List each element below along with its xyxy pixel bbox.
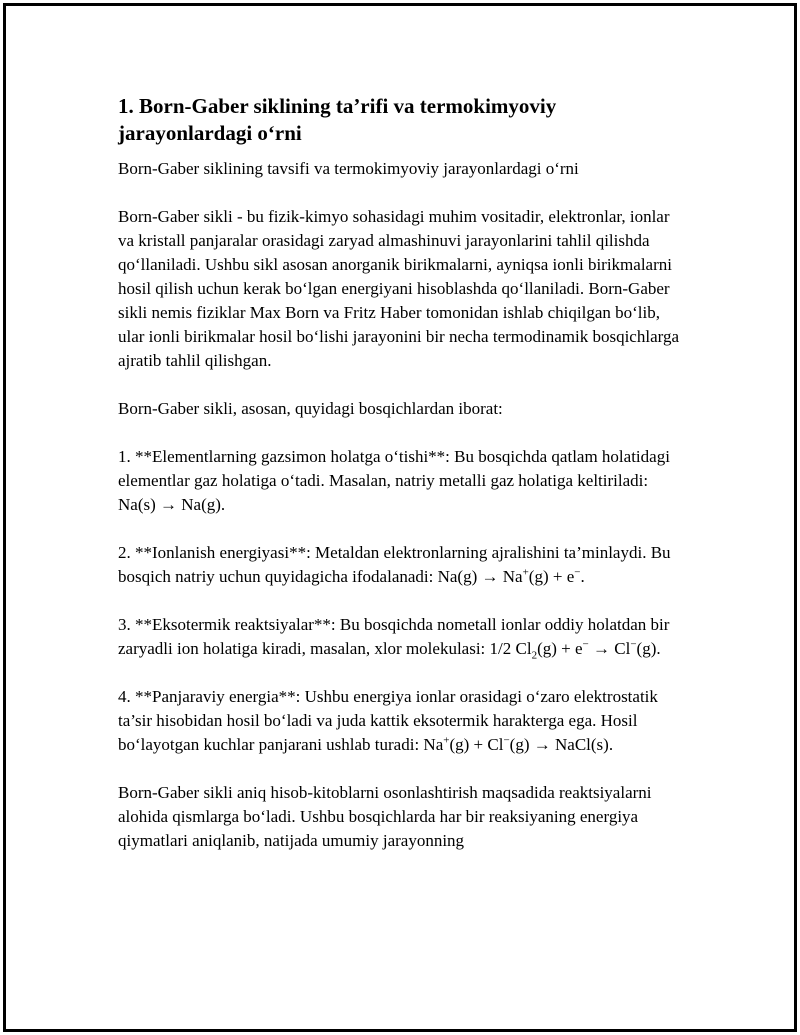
step-3-superscript: − (582, 638, 589, 651)
step-2-paragraph (118, 541, 688, 589)
step-4-paragraph (118, 685, 688, 757)
closing-paragraph: Born-Gaber sikli aniq hisob-kitoblarni osonlashtirish maqsadida reaktsiyalarni alohida qismlarga bo‘ladi. Ushbu bosqichlarda har bir reaksiyaning energiya qiymatlari aniqlanib, natijada umumiy jarayonning (118, 783, 652, 850)
step-3-superscript-2: − (630, 638, 637, 651)
step-4-superscript-2: − (503, 734, 510, 747)
step-2-tail: . (580, 567, 585, 586)
step-3-paragraph (118, 613, 688, 661)
step-4-mid: (g) + Cl (449, 735, 504, 754)
step-4-text: 4. **Panjaraviy energia**: Ushbu energiya ionlar orasidagi o‘zaro elektrostatik ta’sir hisobidan hosil bo‘ladi va juda kattik eksotermik harakterga ega. Hosil bo‘layotgan kuchlar panjarani ushlab turadi: Na (118, 687, 658, 754)
step-3-mid: (g) + e (537, 639, 583, 658)
step-4-superscript: + (443, 734, 450, 747)
steps-intro-paragraph: Born-Gaber sikli, asosan, quyidagi bosqichlardan iborat: (118, 399, 503, 418)
step-2-text: 2. **Ionlanish energiyasi**: Metaldan elektronlarning ajralishini ta’minlaydi. Bu bosqich natriy uchun quyidagicha ifodalanadi: Na(g) → Na (118, 543, 671, 586)
step-2-superscript-2: − (574, 566, 581, 579)
document-body (118, 93, 688, 877)
subtitle-paragraph: Born-Gaber siklining tavsifi va termokimyoviy jarayonlardagi o‘rni (118, 159, 579, 178)
step-3-text: 3. **Eksotermik reaktsiyalar**: Bu bosqichda nometall ionlar oddiy holatdan bir zaryadli ion holatiga kiradi, masalan, xlor molekulasi: 1/2 Cl (118, 615, 670, 658)
page-title: 1. Born-Gaber siklining ta’rifi va termokimyoviy jarayonlardagi o‘rni (118, 94, 557, 145)
step-3-arrow: → Cl (588, 639, 631, 658)
intro-paragraph: Born-Gaber sikli - bu fizik-kimyo sohasidagi muhim vositadir, elektronlar, ionlar va kristall panjaralar orasidagi zaryad almashinuvi jarayonlarini tahlil qilishda qo‘llaniladi. Ushbu sikl asosan anorganik birikmalarni, ayniqsa ionli birikmalarni hosil qilish uchun kerak bo‘lgan energiyani hisoblashda qo‘llaniladi. Born-Gaber sikli nemis fiziklar Max Born va Fritz Haber tomonidan ishlab chiqilgan bo‘lib, ular ionli birikmalar hosil bo‘lishi jarayonini bir necha termodinamik bosqichlarga ajratib tahlil qilishgan. (118, 207, 680, 370)
step-3-subscript: 2 (531, 649, 538, 662)
step-2-end: (g) + e (528, 567, 575, 586)
step-3-tail: (g). (636, 639, 661, 658)
step-4-tail: (g) → NaCl(s). (509, 735, 614, 754)
step-2-superscript: + (522, 566, 529, 579)
step-1-paragraph: 1. **Elementlarning gazsimon holatga o‘tishi**: Bu bosqichda qatlam holatidagi elementlar gaz holatiga o‘tadi. Masalan, natriy metalli gaz holatiga keltiriladi: Na(s) → Na(g). (118, 447, 670, 514)
